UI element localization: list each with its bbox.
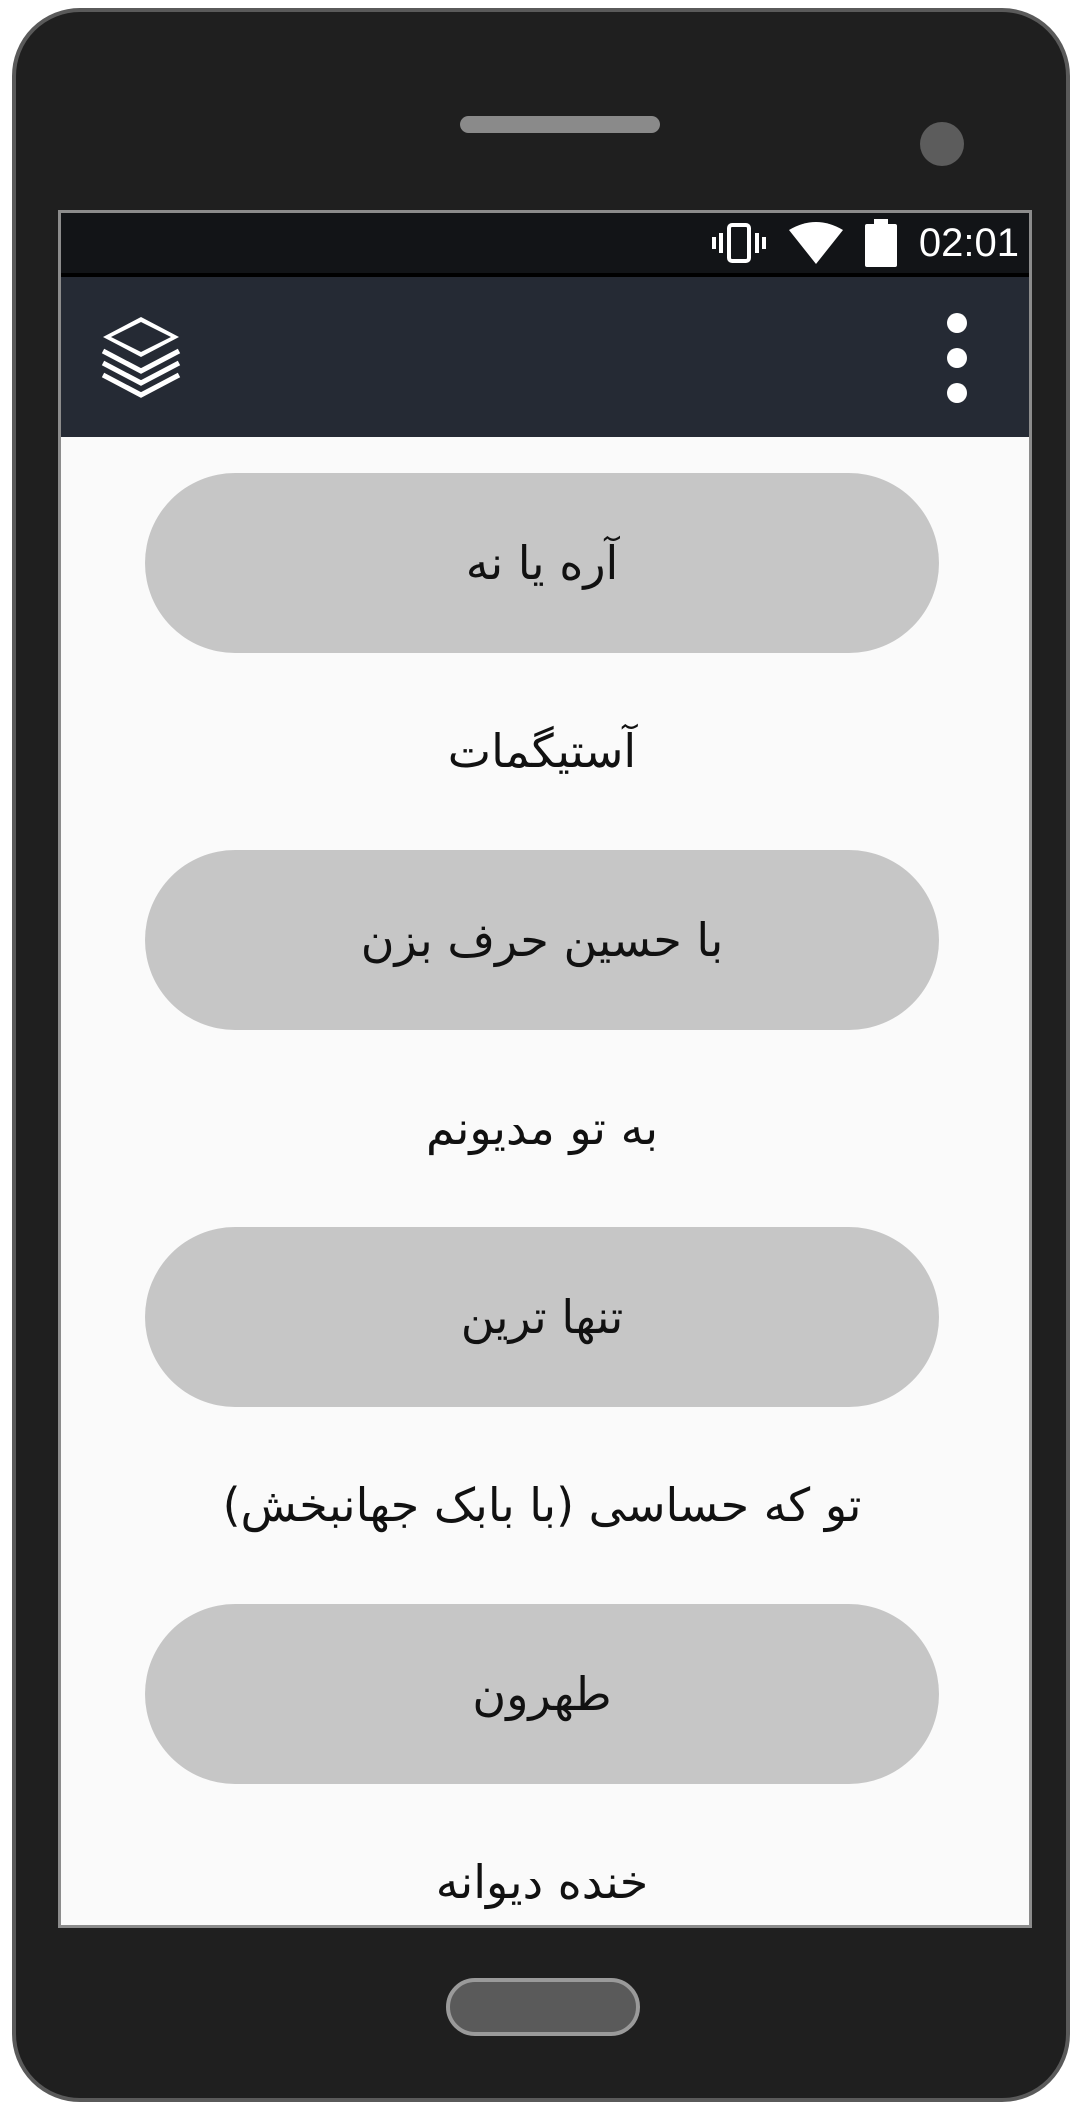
device-camera	[920, 122, 964, 166]
more-vert-icon[interactable]	[937, 313, 977, 403]
list-item[interactable]: با حسین حرف بزن	[145, 850, 939, 1030]
status-time: 02:01	[918, 221, 1019, 265]
song-list	[61, 437, 1029, 1928]
vibrate-icon	[711, 222, 767, 264]
list-item[interactable]: تنها ترین	[145, 1227, 939, 1407]
list-item[interactable]: خنده دیوانه	[435, 1855, 649, 1909]
layers-icon	[99, 313, 183, 401]
status-icons	[711, 213, 1019, 273]
list-item[interactable]: آستیگمات	[447, 724, 637, 778]
list-item[interactable]: تو که حساسی (با بابک جهانبخش)	[222, 1478, 862, 1532]
screen	[58, 210, 1032, 1928]
list-item[interactable]: آره یا نه	[145, 473, 939, 653]
menu-dot	[947, 313, 967, 333]
list-item[interactable]: طهرون	[145, 1604, 939, 1784]
app-bar	[61, 277, 1029, 437]
home-button[interactable]	[446, 1978, 640, 2036]
battery-icon	[865, 219, 897, 267]
list-item[interactable]: به تو مدیونم	[425, 1101, 659, 1155]
wifi-icon	[789, 222, 843, 264]
menu-dot	[947, 383, 967, 403]
menu-dot	[947, 348, 967, 368]
device-speaker	[460, 116, 660, 133]
status-bar	[61, 213, 1029, 277]
